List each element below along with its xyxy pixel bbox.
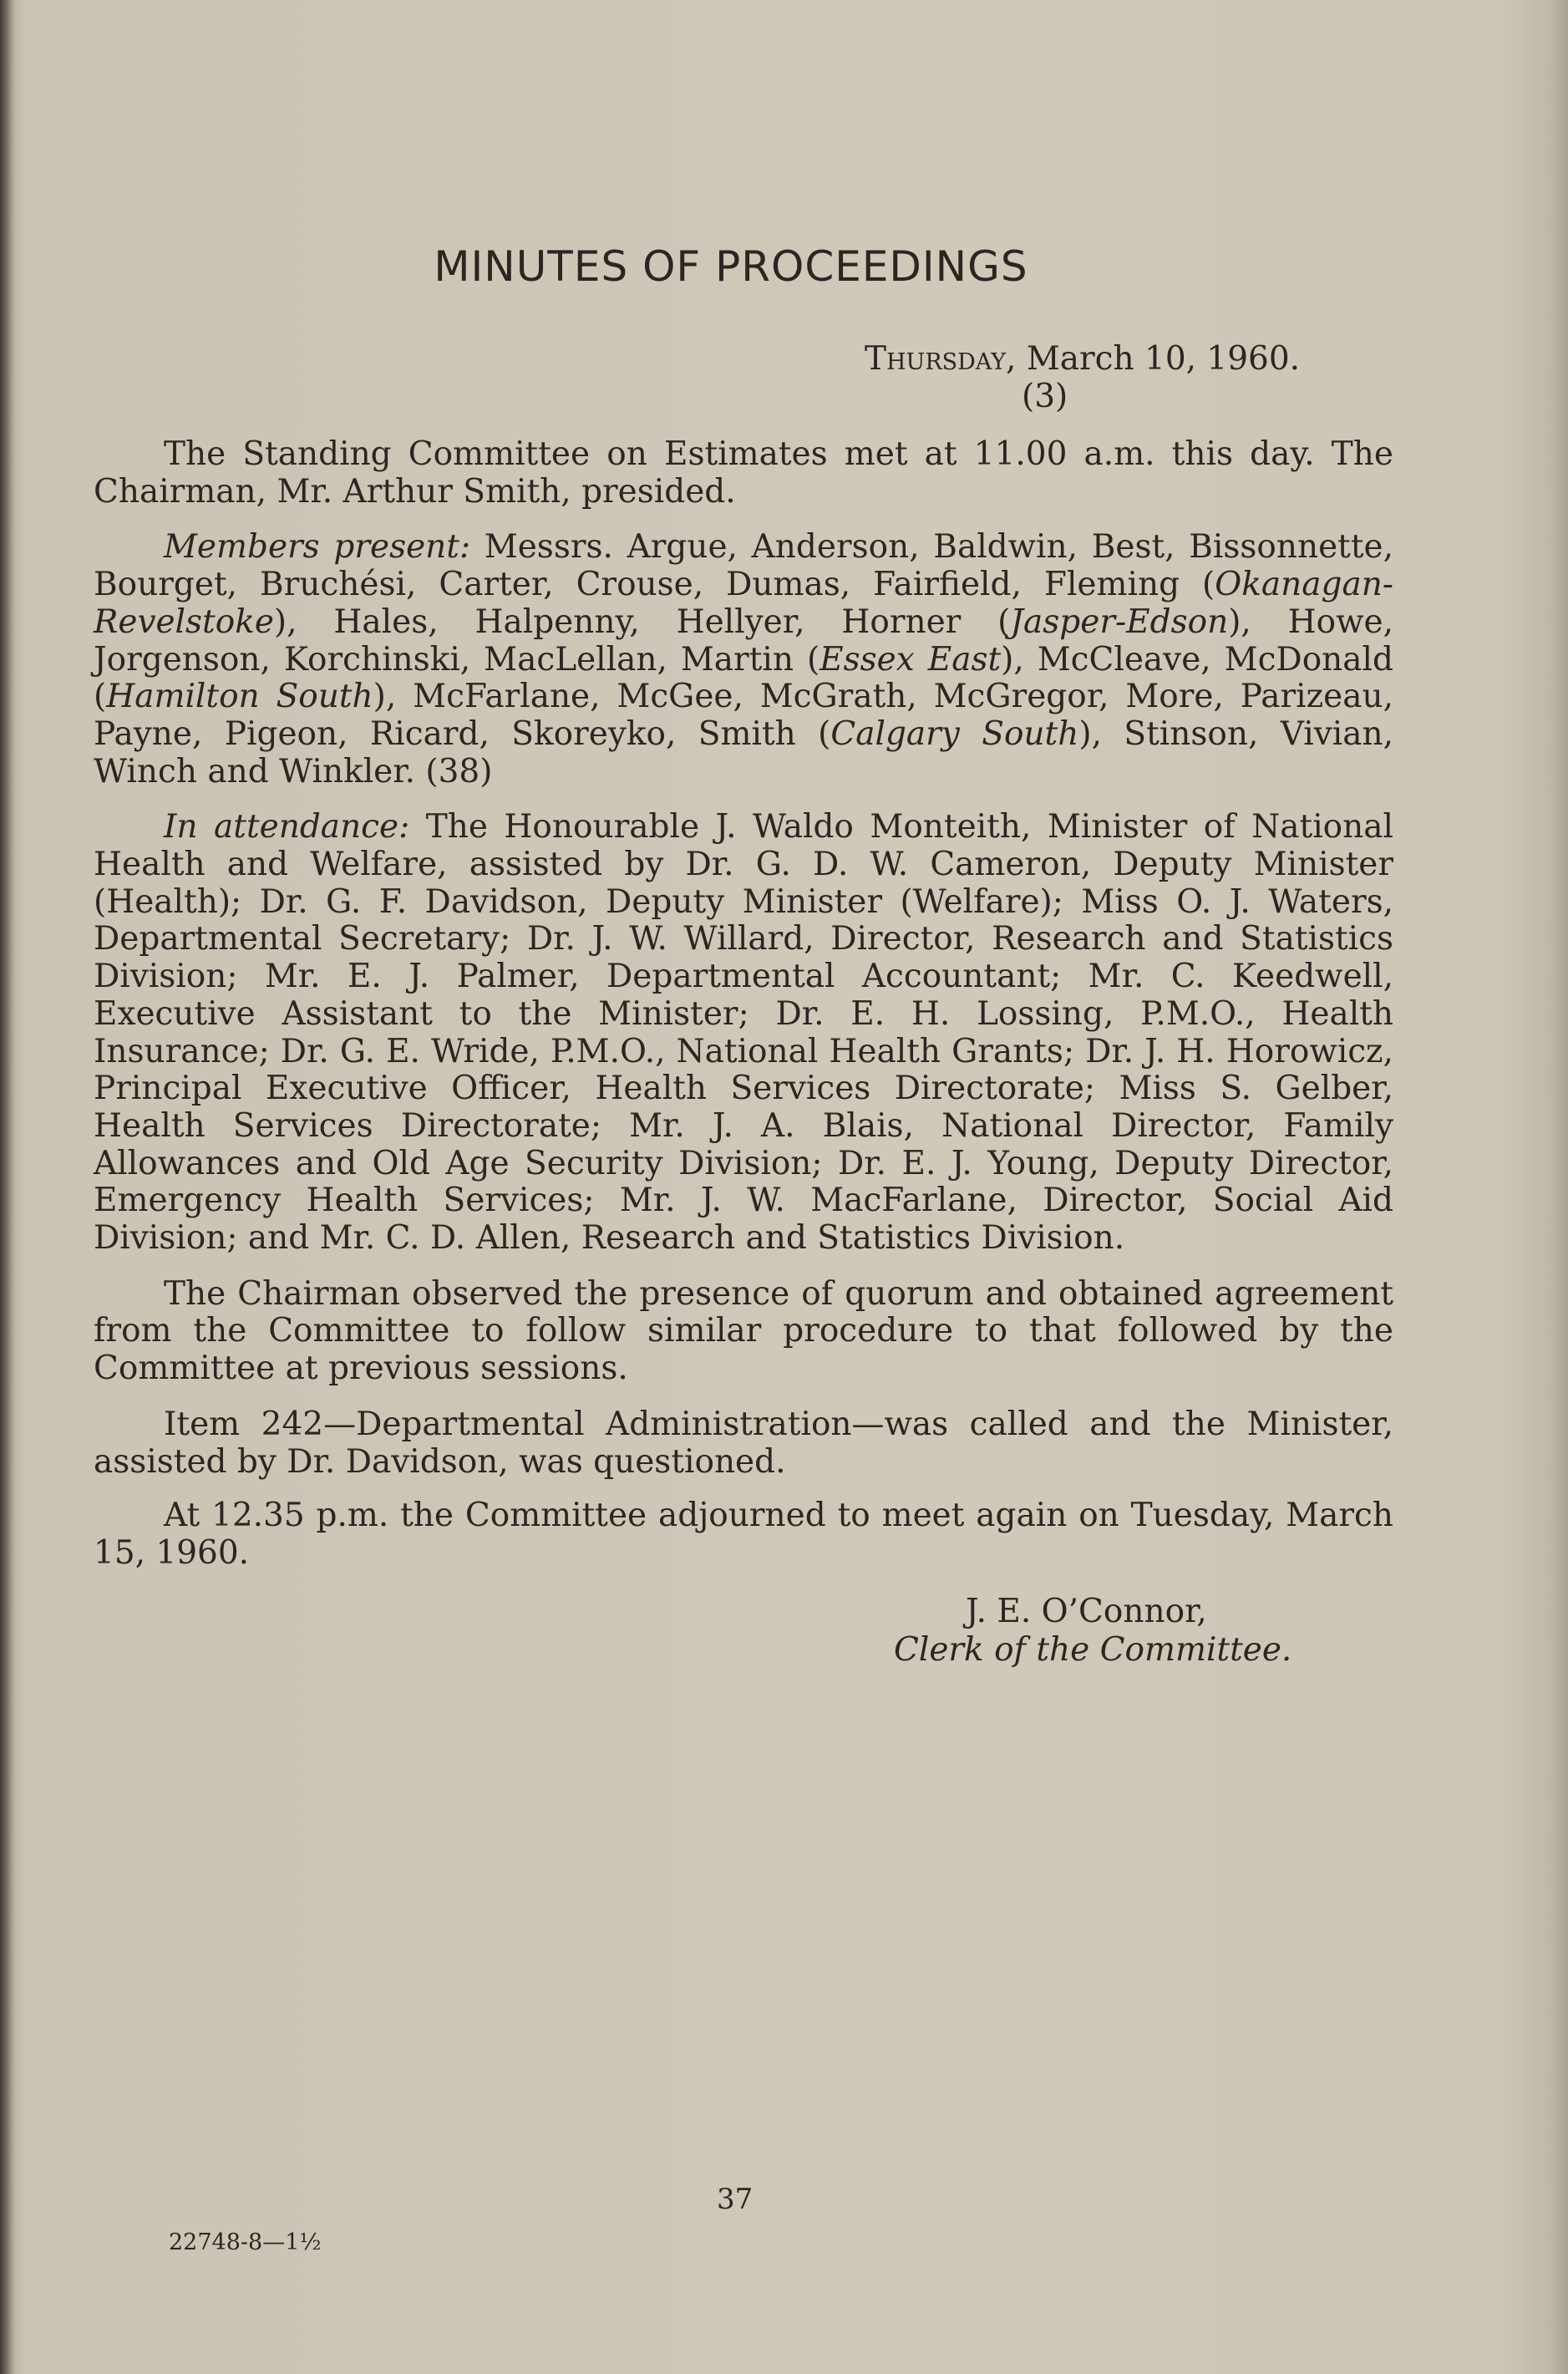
members-text-3: ), Howe, Jorgenson, Korchinski, MacLellan, Martin ( xyxy=(94,602,1393,679)
riding-jasper: Jasper-Edson xyxy=(1010,602,1229,641)
page-title: MINUTES OF PROCEEDINGS xyxy=(434,242,1028,291)
meeting-date xyxy=(865,340,1300,378)
members-present-paragraph xyxy=(94,529,1393,790)
quorum-paragraph: The Chairman observed the presence of quorum and obtained agreement from the Committee to follow similar procedure to that followed by the Committee at previous sessions. xyxy=(94,1274,1393,1388)
attendance-text: The Honourable J. Waldo Monteith, Minister of National Health and Welfare, assisted by Dr. G. D. W. Cameron, Deputy Minister (Health); Dr. G. F. Davidson, Deputy Minister (Welfare); Miss O. J. Waters, Departmental Secretary; Dr. J. W. Willard, Director, Research and Statistics Division; Mr. E. J. Palmer, Departmental Accountant; Mr. C. Keedwell, Executive Assistant to the Minister; Dr. E. H. Lossing, P.M.O., Health Insurance; Dr. G. E. Wride, P.M.O., National Health Grants; Dr. J. H. Horowicz, Principal Executive Officer, Health Services Directorate; Miss S. Gelber, Health Services Directorate; Mr. J. A. Blais, National Director, Family Allowances and Old Age Security Division; Dr. E. J. Young, Deputy Director, Emergency Health Services; Mr. J. W. MacFarlane, Director, Social Aid Division; and Mr. C. D. Allen, Research and Statistics Division. xyxy=(94,808,1393,1258)
members-text-2: ), Hales, Halpenny, Hellyer, Horner ( xyxy=(273,602,1011,641)
members-text-5: ), McFarlane, McGee, McGrath, McGregor, More, Parizeau, Payne, Pigeon, Ricard, Skoreyko, Smith ( xyxy=(94,678,1393,753)
signature-block xyxy=(894,1593,1291,1670)
print-code: 22748-8—1½ xyxy=(169,2229,322,2255)
opening-paragraph: The Standing Committee on Estimates met at 11.00 a.m. this day. The Chairman, Mr. Arthur Smith, presided. xyxy=(94,435,1393,511)
adjourn-paragraph: At 12.35 p.m. the Committee adjourned to meet again on Tuesday, March 15, 1960. xyxy=(94,1497,1393,1572)
clerk-name: J. E. O’Connor, xyxy=(966,1593,1207,1630)
minutes-body xyxy=(94,436,1393,1589)
riding-calgary: Calgary South xyxy=(830,714,1079,753)
riding-hamilton: Hamilton South xyxy=(106,678,373,716)
riding-essex: Essex East xyxy=(820,640,1002,679)
meeting-weekday: Thursday, xyxy=(865,340,1017,378)
meeting-date-rest: March 10, 1960. xyxy=(1016,340,1301,378)
attendance-label: In attendance: xyxy=(164,808,410,846)
members-text-4: ), McCleave, McDonald ( xyxy=(94,640,1393,716)
page-number: 37 xyxy=(717,2183,754,2216)
attendance-paragraph xyxy=(94,809,1393,1257)
clerk-role: Clerk of the Committee. xyxy=(894,1631,1292,1669)
members-text-1: Messrs. Argue, Anderson, Baldwin, Best, Bissonnette, Bourget, Bruchési, Carter, Crouse, Dumas, Fairfield, Fleming ( xyxy=(94,528,1393,604)
item-paragraph: Item 242—Departmental Administration—was called and the Minister, assisted by Dr. Davidson, was questioned. xyxy=(94,1405,1393,1481)
riding-okanagan: Okanagan-Revelstoke xyxy=(94,566,1393,641)
members-text-6: ), Stinson, Vivian, Winch and Winkler. (38) xyxy=(94,714,1393,790)
members-present-label: Members present: xyxy=(164,528,471,567)
session-number: (3) xyxy=(1022,378,1068,415)
